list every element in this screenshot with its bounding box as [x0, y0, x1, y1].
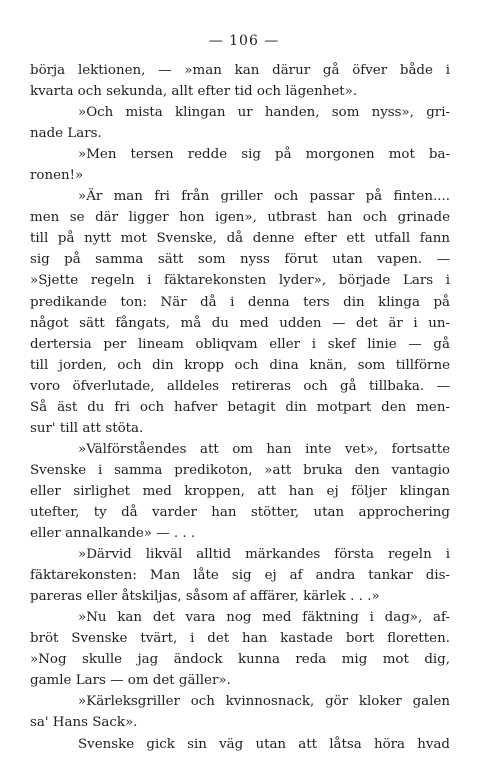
text-line: »Välförståendes att om han inte vet», fortsatte — [78, 441, 450, 457]
text-line: men se där ligger hon igen», utbrast han och grinade — [30, 210, 450, 226]
text-line: Så äst du fri och hafver betagit din motpart den men- — [30, 399, 450, 415]
text-line: gamle Lars — om det gäller». — [30, 673, 231, 689]
text-line: sur' till att stöta. — [30, 420, 144, 436]
text-line: eller annalkande» — . . . — [30, 526, 196, 542]
text-line: »Nog skulle jag ändock kunna reda mig mot dig, — [30, 652, 450, 668]
text-line: pareras eller åtskiljas, såsom af affärer, kärlek . . .» — [30, 589, 380, 605]
text-line: Svenske i samma predikoton, »att bruka den vantagio — [30, 462, 450, 478]
text-line: dertersia per lineam obliqvam eller i skef linie — gå — [30, 336, 450, 352]
text-line: »Kärleksgriller och kvinnosnack, gör kloker galen — [78, 694, 450, 710]
text-line: börja lektionen, — »man kan därur gå öfver både i — [30, 63, 450, 78]
text-line: »Är man fri från griller och passar på finten.... — [78, 189, 450, 205]
text-line: utefter, ty då varder han stötter, utan approchering — [30, 504, 450, 520]
body-text — [30, 60, 450, 755]
text-line: »Därvid likväl alltid märkandes första regeln i — [78, 547, 450, 563]
text-line: voro öfverlutade, alldeles retireras och gå tillbaka. — — [30, 378, 450, 394]
text-line: sig på samma sätt som nyss förut utan vapen. — — [30, 252, 450, 268]
text-line: »Men tersen redde sig på morgonen mot ba- — [78, 147, 450, 163]
text-line: sa' Hans Sack». — [30, 715, 138, 731]
text-line: »Nu kan det vara nog med fäktning i dag», af- — [78, 610, 450, 626]
text-line: bröt Svenske tvärt, i det han kastade bort floretten. — [30, 631, 450, 647]
text-line: något sätt fångats, må du med udden — det är i un- — [30, 315, 450, 331]
text-line: fäktarekonsten: Man låte sig ej af andra tankar dis- — [30, 568, 450, 584]
text-line: kvarta och sekunda, allt efter tid och lägenhet». — [30, 84, 358, 100]
text-line: »Och mista klingan ur handen, som nyss», gri- — [78, 105, 450, 121]
text-line: till jorden, och din kropp och dina knän, som tillförne — [30, 357, 450, 373]
text-line: Svenske gick sin väg utan att låtsa höra hvad — [78, 736, 450, 752]
text-line: predikande ton: När då i denna ters din klinga på — [30, 294, 450, 310]
text-line: nade Lars. — [30, 126, 102, 142]
page-number: — 106 — — [208, 33, 280, 49]
text-line: eller sirlighet med kroppen, att han ej följer klingan — [30, 483, 450, 499]
text-line: till på nytt mot Svenske, då denne efter ett utfall fann — [30, 231, 450, 247]
text-line: »Sjette regeln i fäktarekonsten lyder», började Lars i — [30, 273, 450, 289]
text-line: ronen!» — [30, 168, 84, 184]
